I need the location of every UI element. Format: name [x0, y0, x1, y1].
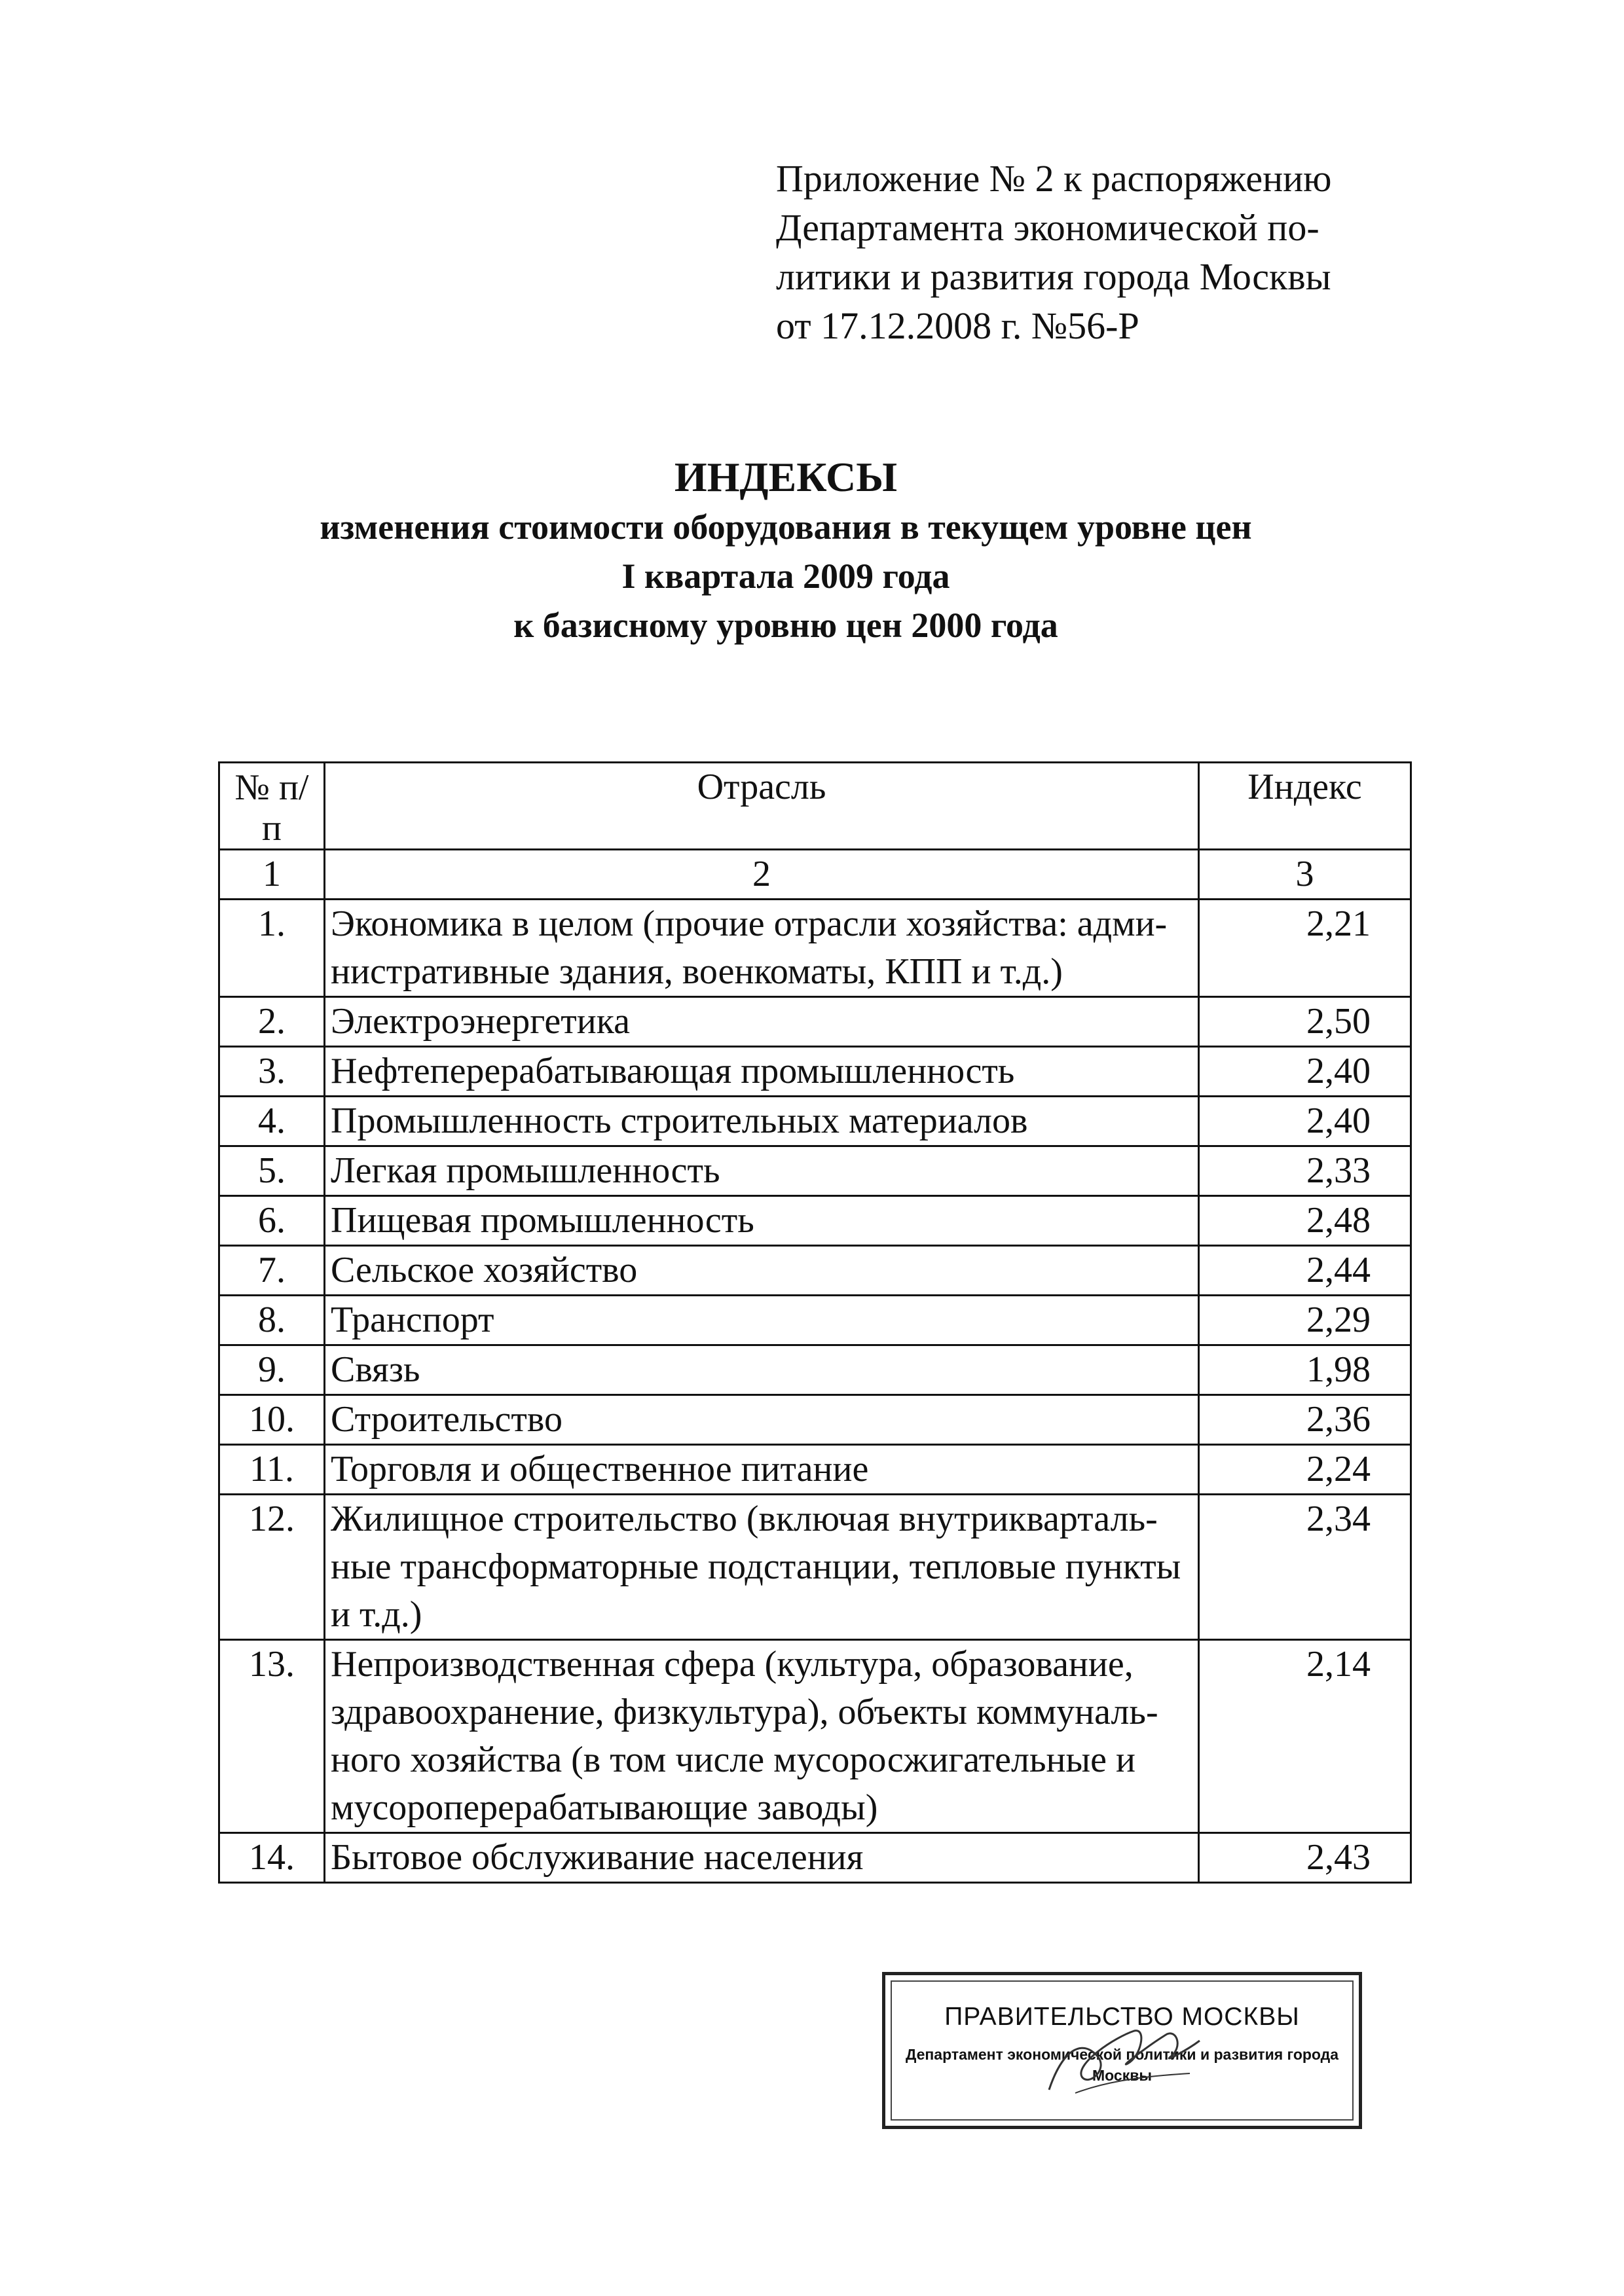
document-title: ИНДЕКСЫ — [674, 454, 898, 500]
table-row — [219, 1146, 1411, 1196]
header-num: № п/п — [219, 763, 325, 850]
table-row — [219, 1047, 1411, 1097]
row-num: 1. — [219, 900, 325, 997]
row-index-value: 2,33 — [1199, 1146, 1411, 1196]
table-row — [219, 1345, 1411, 1395]
row-index-value: 2,50 — [1199, 997, 1411, 1047]
row-industry: Пищевая промышленность — [325, 1196, 1199, 1246]
row-index-value: 1,98 — [1199, 1345, 1411, 1395]
title-line-2: I квартала 2009 года — [621, 556, 950, 596]
row-index-value: 2,43 — [1199, 1833, 1411, 1883]
row-num: 13. — [219, 1640, 325, 1833]
row-industry: Строительство — [325, 1395, 1199, 1445]
table-row — [219, 1097, 1411, 1146]
table-row — [219, 1395, 1411, 1445]
row-index-value: 2,40 — [1199, 1097, 1411, 1146]
row-industry: Электроэнергетика — [325, 997, 1199, 1047]
header-industry: Отрасль — [325, 763, 1199, 850]
row-num: 7. — [219, 1246, 325, 1296]
row-num: 5. — [219, 1146, 325, 1196]
row-index-value: 2,44 — [1199, 1246, 1411, 1296]
indices-table — [218, 761, 1412, 1884]
row-industry: Жилищное строительство (включая внутрикварталь-ные трансформаторные подстанции, тепловые пункты и т.д.) — [325, 1495, 1199, 1640]
stamp-title: ПРАВИТЕЛЬСТВО МОСКВЫ — [944, 2003, 1300, 2031]
column-number-row — [219, 850, 1411, 900]
row-num: 14. — [219, 1833, 325, 1883]
row-industry: Транспорт — [325, 1296, 1199, 1345]
row-index-value: 2,34 — [1199, 1495, 1411, 1640]
header-index: Индекс — [1199, 763, 1411, 850]
table-row — [219, 1495, 1411, 1640]
row-index-value: 2,40 — [1199, 1047, 1411, 1097]
row-num: 10. — [219, 1395, 325, 1445]
official-stamp — [882, 1972, 1362, 2129]
row-industry: Нефтеперерабатывающая промышленность — [325, 1047, 1199, 1097]
row-num: 12. — [219, 1495, 325, 1640]
row-num: 9. — [219, 1345, 325, 1395]
row-industry: Непроизводственная сфера (культура, образование, здравоохранение, физкультура), объекты коммуналь-ного хозяйства (в том числе мусоросжигательные и мусороперерабатывающие заводы) — [325, 1640, 1199, 1833]
row-industry: Бытовое обслуживание населения — [325, 1833, 1199, 1883]
row-industry: Торговля и общественное питание — [325, 1445, 1199, 1495]
signature-icon — [1036, 2011, 1206, 2103]
row-num: 2. — [219, 997, 325, 1047]
table-row — [219, 1296, 1411, 1345]
column-number: 3 — [1199, 850, 1411, 900]
column-number: 2 — [325, 850, 1199, 900]
table-row — [219, 1833, 1411, 1883]
table-row — [219, 900, 1411, 997]
row-industry: Связь — [325, 1345, 1199, 1395]
row-num: 8. — [219, 1296, 325, 1345]
table-header-row — [219, 763, 1411, 850]
row-index-value: 2,29 — [1199, 1296, 1411, 1345]
column-number: 1 — [219, 850, 325, 900]
row-num: 11. — [219, 1445, 325, 1495]
row-industry: Промышленность строительных материалов — [325, 1097, 1199, 1146]
row-industry: Легкая промышленность — [325, 1146, 1199, 1196]
stamp-subtitle: Департамент экономической политики и развития города Москвы — [905, 2046, 1339, 2084]
table-row — [219, 1196, 1411, 1246]
table-body — [219, 900, 1411, 1883]
row-index-value: 2,48 — [1199, 1196, 1411, 1246]
row-num: 4. — [219, 1097, 325, 1146]
row-index-value: 2,14 — [1199, 1640, 1411, 1833]
row-index-value: 2,24 — [1199, 1445, 1411, 1495]
table-row — [219, 997, 1411, 1047]
appendix-note: Приложение № 2 к распоряжению Департамента экономической по- литики и развития города Москвы от 17.12.2008 г. №56-Р — [776, 157, 1332, 347]
table-row — [219, 1445, 1411, 1495]
title-line-1: изменения стоимости оборудования в текущем уровне цен — [320, 507, 1252, 547]
row-industry: Экономика в целом (прочие отрасли хозяйства: адми-нистративные здания, военкоматы, КПП и т.д.) — [325, 900, 1199, 997]
row-num: 3. — [219, 1047, 325, 1097]
table-row — [219, 1640, 1411, 1833]
row-index-value: 2,21 — [1199, 900, 1411, 997]
row-index-value: 2,36 — [1199, 1395, 1411, 1445]
row-industry: Сельское хозяйство — [325, 1246, 1199, 1296]
row-num: 6. — [219, 1196, 325, 1246]
title-line-3: к базисному уровню цен 2000 года — [513, 606, 1058, 645]
title-block — [0, 452, 1572, 650]
table-row — [219, 1246, 1411, 1296]
